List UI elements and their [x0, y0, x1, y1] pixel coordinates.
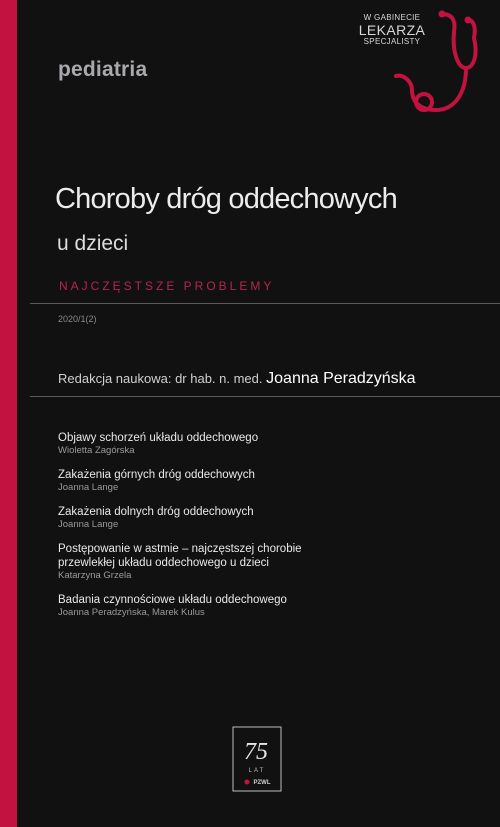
toc-item-title: Postępowanie w astmie – najczęstszej chorobie [58, 543, 302, 555]
series-line-3: SPECJALISTY [363, 37, 421, 46]
editor-line [58, 370, 416, 388]
editor-label: Redakcja naukowa: dr hab. n. med. [58, 371, 263, 386]
book-tagline: NAJCZĘSTSZE PROBLEMY [59, 279, 275, 293]
issue-number: 2020/1(2) [58, 314, 97, 324]
toc-item-author: Joanna Lange [58, 482, 119, 493]
logo-number: 75 [244, 739, 268, 765]
toc-item [58, 431, 478, 457]
logo-years: LAT [248, 768, 266, 774]
toc-item-title: Zakażenia górnych dróg oddechowych [58, 469, 255, 481]
series-line-2: LEKARZA [358, 22, 426, 38]
table-of-contents [58, 431, 478, 630]
divider [30, 303, 500, 304]
stethoscope-icon [390, 6, 498, 126]
toc-item-title: Zakażenia dolnych dróg oddechowych [58, 506, 254, 518]
toc-item [58, 505, 478, 531]
series-line-1: W GABINECIE [363, 13, 421, 22]
toc-item-author: Katarzyna Grzela [58, 570, 132, 581]
spine-accent-bar [0, 0, 17, 827]
divider [30, 396, 500, 397]
category-label: pediatria [58, 58, 148, 81]
book-title: Choroby dróg oddechowych [55, 183, 397, 215]
toc-item-author: Wioletta Zagórska [58, 445, 135, 456]
toc-item-title: Objawy schorzeń układu oddechowego [58, 432, 259, 444]
logo-publisher: PZWL [253, 780, 271, 786]
publisher-75-years-logo [232, 726, 282, 792]
toc-item-author: Joanna Lange [58, 519, 119, 530]
toc-item [58, 468, 478, 494]
toc-item [58, 593, 478, 619]
toc-item [58, 542, 478, 582]
toc-item-title-continued: przewlekłej układu oddechowego u dzieci [58, 557, 269, 569]
editor-name: Joanna Peradzyńska [266, 370, 416, 387]
book-subtitle: u dzieci [57, 232, 129, 255]
toc-item-author: Joanna Peradzyńska, Marek Kulus [58, 607, 205, 618]
toc-item-title: Badania czynnościowe układu oddechowego [58, 594, 287, 606]
